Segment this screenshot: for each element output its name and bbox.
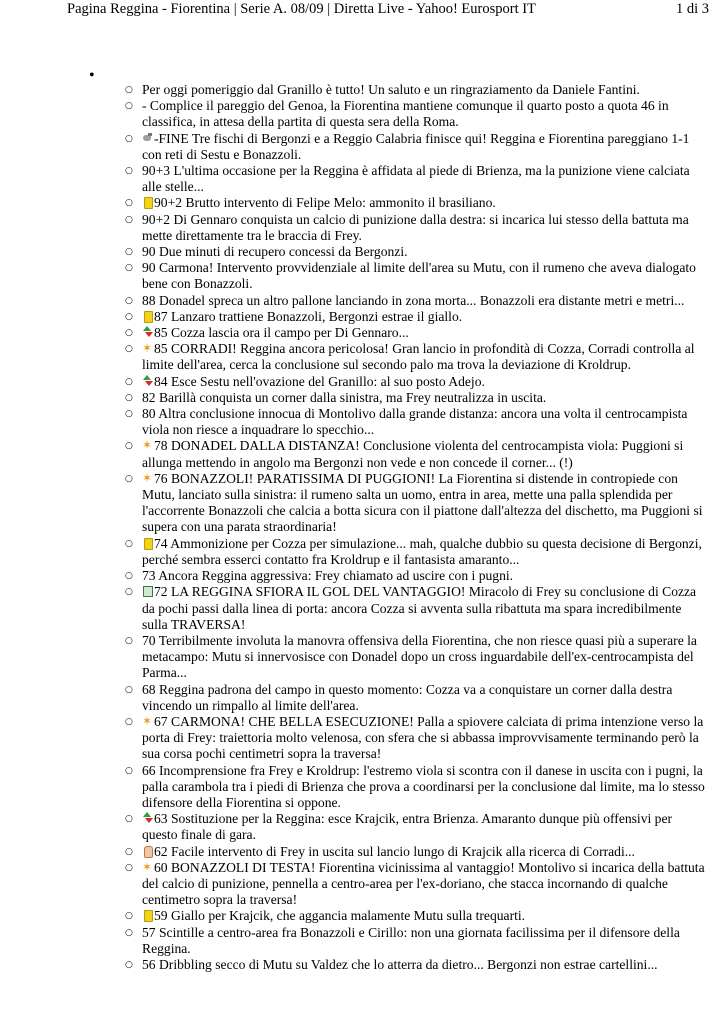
commentary-item: [125, 633, 710, 682]
commentary-text: 56 Dribbling secco di Mutu su Valdez che lo atterra da dietro... Bergonzi non estrae cartellini...: [142, 956, 658, 972]
commentary-item: [125, 325, 710, 341]
commentary-text: 59 Giallo per Krajcik, che aggancia malamente Mutu sulla trequarti.: [154, 908, 526, 924]
commentary-item: [125, 309, 710, 325]
list-bullet: ○: [125, 247, 133, 258]
commentary-item: [125, 844, 710, 860]
list-bullet: ○: [125, 344, 133, 355]
commentary-item: [125, 163, 710, 195]
commentary-item: [125, 536, 710, 568]
list-bullet: ○: [125, 101, 133, 112]
outer-bullet: •: [89, 67, 95, 84]
commentary-text: 85 CORRADI! Reggina ancora pericolosa! Gran lancio in profondità di Cozza, Corradi controlla al limite dell'area, cerca la conclusione sul secondo palo ma trova la deviazione di Kroldrup.: [142, 341, 695, 373]
list-bullet: ○: [125, 862, 133, 873]
list-bullet: ○: [125, 473, 133, 484]
commentary-text: 78 DONADEL DALLA DISTANZA! Conclusione violenta del centrocampista viola: Puggioni si allunga mettendo in angolo ma Bergonzi non vede e non concede il corner... (!): [142, 438, 684, 470]
commentary-item: [125, 212, 710, 244]
commentary-text: - Complice il pareggio del Genoa, la Fiorentina mantiene comunque il quarto posto a quota 46 in classifica, in attesa della partita di questa sera della Roma.: [142, 98, 669, 130]
whistle-icon: [142, 132, 153, 145]
glove-icon: [142, 845, 153, 858]
commentary-text: 72 LA REGGINA SFIORA IL GOL DEL VANTAGGIO! Miracolo di Frey su conclusione di Cozza da pochi passi dalla linea di porta: ancora Cozza si avventa sulla ribattuta ma spara incredibilmente sulla TRAVERSA!: [142, 584, 697, 632]
list-bullet: ○: [125, 587, 133, 598]
commentary-item: [125, 98, 710, 130]
list-bullet: ○: [125, 198, 133, 209]
commentary-item: [125, 682, 710, 714]
list-bullet: ○: [125, 684, 133, 695]
commentary-text: -FINE Tre fischi di Bergonzi e a Reggio Calabria finisce qui! Reggina e Fiorentina pareggiano 1-1 con reti di Sestu e Bonazzoli.: [142, 130, 690, 162]
commentary-text: 82 Barillà conquista un corner dalla sinistra, ma Frey neutralizza in uscita.: [142, 389, 547, 405]
substitution-icon: [142, 326, 153, 339]
list-bullet: ○: [125, 166, 133, 177]
commentary-item: [125, 82, 710, 98]
commentary-item: [125, 260, 710, 292]
commentary-text: 66 Incomprensione fra Frey e Kroldrup: l'estremo viola si scontra con il danese in uscita con i pugni, la palla carambola tra i piedi di Brienza che prova a coordinarsi per la conclusione dal limite, ma lo stesso difensore della Fiorentina si oppone.: [142, 762, 705, 810]
list-bullet: ○: [125, 846, 133, 857]
commentary-item: [125, 131, 710, 163]
chance-icon: [142, 715, 153, 728]
commentary-item: [125, 811, 710, 843]
page-number: 1 di 3: [675, 1, 709, 17]
list-bullet: ○: [125, 85, 133, 95]
commentary-text: 76 BONAZZOLI! PARATISSIMA DI PUGGIONI! La Fiorentina si distende in contropiede con Mutu, lanciato sulla sinistra: il rumeno salta un uomo, entra in area, mette una palla splendida per l'accorrente Bonazzoli che calcia a botta sicura con il piattone dall'altezza del dischetto, ma Puggioni si supera con una parata straordinaria!: [142, 470, 703, 535]
commentary-item: [125, 714, 710, 763]
commentary-item: [125, 908, 710, 924]
commentary-item: [125, 341, 710, 373]
live-commentary-list: [125, 82, 710, 973]
commentary-text: 68 Reggina padrona del campo in questo momento: Cozza va a conquistare un corner dalla destra vincendo un rimpallo al limite dell'area.: [142, 681, 673, 713]
commentary-text: 90+2 Brutto intervento di Felipe Melo: ammonito il brasiliano.: [154, 195, 496, 211]
commentary-item: [125, 860, 710, 909]
goalpost-icon: [142, 585, 153, 598]
commentary-item: [125, 390, 710, 406]
commentary-item: [125, 584, 710, 633]
list-bullet: ○: [125, 571, 133, 582]
commentary-text: 87 Lanzaro trattiene Bonazzoli, Bergonzi estrae il giallo.: [154, 308, 463, 324]
list-bullet: ○: [125, 214, 133, 225]
list-bullet: ○: [125, 959, 133, 970]
list-bullet: ○: [125, 409, 133, 420]
commentary-text: 84 Esce Sestu nell'ovazione del Granillo: al suo posto Adejo.: [154, 373, 485, 389]
commentary-item: [125, 195, 710, 211]
commentary-item: [125, 406, 710, 438]
substitution-icon: [142, 375, 153, 388]
list-bullet: ○: [125, 635, 133, 646]
commentary-text: 67 CARMONA! CHE BELLA ESECUZIONE! Palla a spiovere calciata di prima intenzione verso la porta di Frey: traiettoria molto velenosa, con sfera che si abbassa improvvisamente terminando però la sua corsa pochi centimetri sopra la traversa!: [142, 713, 704, 762]
commentary-item: [125, 244, 710, 260]
list-bullet: ○: [125, 328, 133, 339]
print-header: [0, 0, 724, 22]
chance-icon: [142, 472, 153, 485]
commentary-text: 80 Altra conclusione innocua di Montolivo dalla grande distanza: ancora una volta il centrocampista viola non riesce a inquadrare lo specchio...: [142, 406, 688, 438]
chance-icon: [142, 342, 153, 355]
commentary-text: 90 Due minuti di recupero concessi da Bergonzi.: [142, 244, 408, 260]
list-bullet: ○: [125, 263, 133, 274]
list-bullet: ○: [125, 295, 133, 306]
commentary-text: 74 Ammonizione per Cozza per simulazione... mah, qualche dubbio su questa decisione di Bergonzi, perché sembra esserci contatto fra Kroldrup e il fantasista amaranto...: [142, 535, 702, 567]
commentary-text: 90 Carmona! Intervento provvidenziale al limite dell'area su Mutu, con il rumeno che aveva dialogato bene con Bonazzoli.: [142, 260, 696, 292]
commentary-text: 73 Ancora Reggina aggressiva: Frey chiamato ad uscire con i pugni.: [142, 568, 514, 584]
commentary-text: 70 Terribilmente involuta la manovra offensiva della Fiorentina, che non riesce quasi più a superare la metacampo: Mutu si innervosisce con Donadel dopo un cross inguardabile dell'ex-centrocampista del Parma...: [142, 632, 697, 681]
page-title: Pagina Reggina - Fiorentina | Serie A. 08/09 | Diretta Live - Yahoo! Eurosport IT: [67, 1, 536, 17]
list-bullet: ○: [125, 311, 133, 322]
list-bullet: ○: [125, 765, 133, 776]
commentary-text: 90+2 Di Gennaro conquista un calcio di punizione dalla destra: si incarica lui stesso della battuta ma mette direttamente tra le braccia di Frey.: [142, 211, 689, 243]
list-bullet: ○: [125, 911, 133, 922]
commentary-item: [125, 925, 710, 957]
list-bullet: ○: [125, 538, 133, 549]
substitution-icon: [142, 812, 153, 825]
list-bullet: ○: [125, 441, 133, 452]
list-bullet: ○: [125, 814, 133, 825]
commentary-item: [125, 293, 710, 309]
commentary-text: 63 Sostituzione per la Reggina: esce Krajcik, entra Brienza. Amaranto dunque più offensivi per questo finale di gara.: [142, 811, 673, 843]
commentary-item: [125, 438, 710, 470]
commentary-text: 60 BONAZZOLI DI TESTA! Fiorentina vicinissima al vantaggio! Montolivo si incarica della battuta del calcio di punizione, pennella a centro-area per l'ex-doriano, che stacca incornando di qualche centimetro sopra la traversa!: [142, 859, 705, 908]
commentary-item: [125, 568, 710, 584]
commentary-item: [125, 957, 710, 973]
commentary-text: 85 Cozza lascia ora il campo per Di Gennaro...: [154, 325, 409, 341]
list-bullet: ○: [125, 927, 133, 938]
commentary-item: [125, 374, 710, 390]
chance-icon: [142, 861, 153, 874]
commentary-text: 62 Facile intervento di Frey in uscita sul lancio lungo di Krajcik alla ricerca di Corradi...: [154, 843, 635, 859]
yellow-card-icon: [142, 909, 153, 922]
yellow-card-icon: [142, 196, 153, 209]
commentary-text: 88 Donadel spreca un altro pallone lanciando in zona morta... Bonazzoli era distante metri e metri...: [142, 292, 685, 308]
chance-icon: [142, 439, 153, 452]
list-bullet: ○: [125, 376, 133, 387]
commentary-text: Per oggi pomeriggio dal Granillo è tutto! Un saluto e un ringraziamento da Daniele Fantini.: [142, 82, 640, 97]
list-bullet: ○: [125, 392, 133, 403]
list-bullet: ○: [125, 133, 133, 144]
commentary-item: [125, 471, 710, 536]
list-bullet: ○: [125, 716, 133, 727]
yellow-card-icon: [142, 537, 153, 550]
commentary-text: 90+3 L'ultima occasione per la Reggina è affidata al piede di Brienza, ma la punizione viene calciata alle stelle...: [142, 163, 690, 195]
commentary-text: 57 Scintille a centro-area fra Bonazzoli e Cirillo: non una giornata facilissima per il difensore della Reggina.: [142, 924, 680, 956]
commentary-item: [125, 763, 710, 812]
yellow-card-icon: [142, 310, 153, 323]
